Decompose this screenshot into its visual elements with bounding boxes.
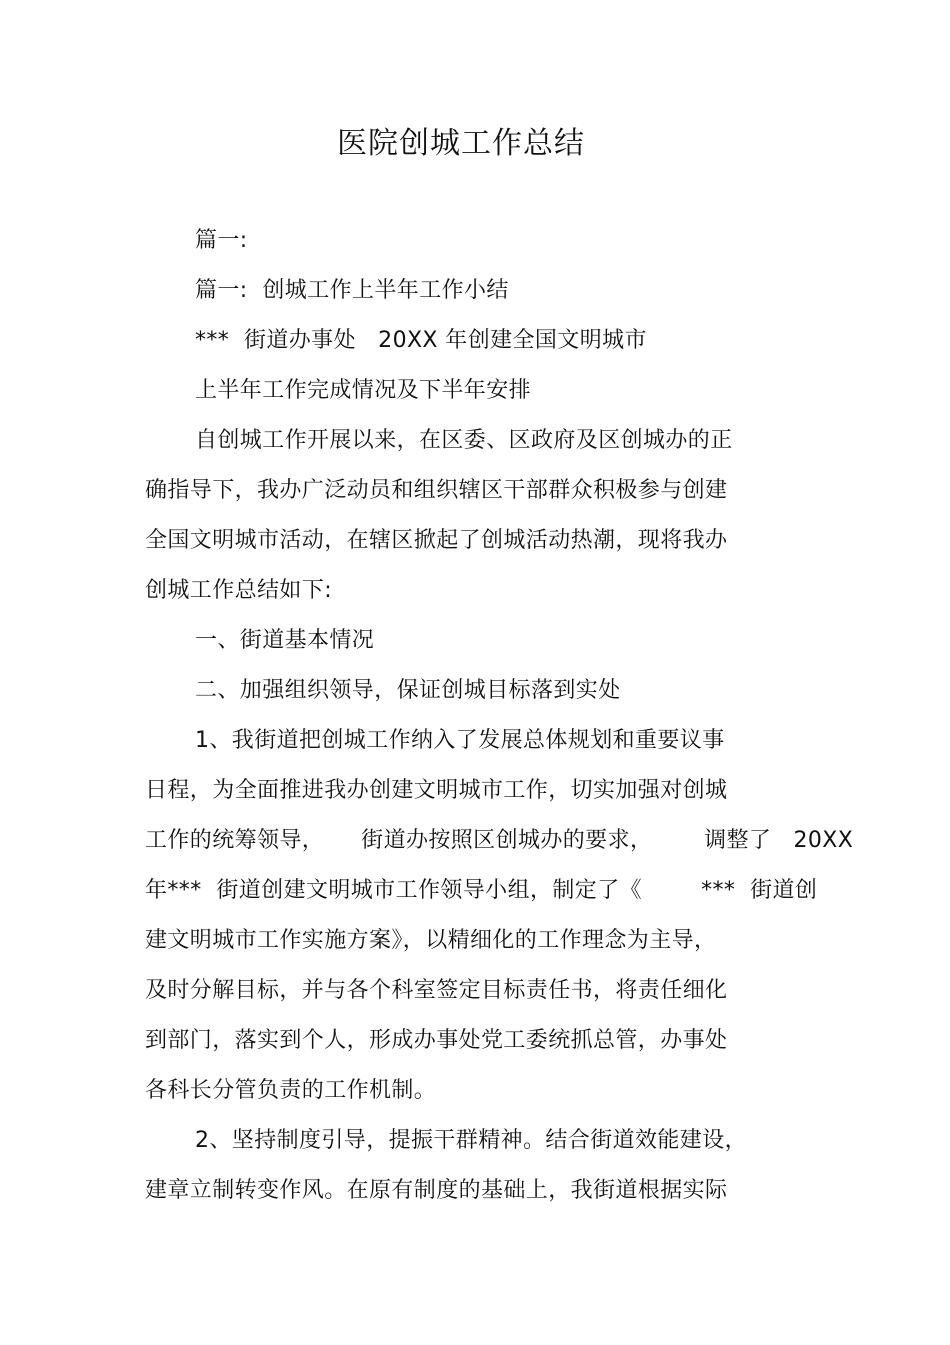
text-line: 2、坚持制度引导，提振干群精神。结合街道效能建设， [195, 1128, 747, 1153]
text-line: 自创城工作开展以来，在区委、区政府及区创城办的正 [195, 428, 733, 453]
text-line: 篇一: 创城工作上半年工作小结 [195, 278, 509, 303]
text-line: 篇一: [195, 228, 248, 253]
text-line: 一、街道基本情况 [195, 628, 375, 653]
text-line: 确指导下，我办广泛动员和组织辖区干部群众积极参与创建 [145, 478, 728, 503]
text-line: 各科长分管负责的工作机制。 [145, 1078, 437, 1103]
text-line: 上半年工作完成情况及下半年安排 [195, 378, 532, 403]
document-title: 医院创城工作总结 [337, 126, 585, 161]
text-line: 1、我街道把创城工作纳入了发展总体规划和重要议事 [195, 728, 725, 753]
text-line: 到部门，落实到个人，形成办事处党工委统抓总管，办事处 [145, 1028, 728, 1053]
text-line: 工作的统筹领导， 街道办按照区创城办的要求， 调整了 20XX [145, 828, 854, 853]
text-line: *** 街道办事处 20XX 年创建全国文明城市 [195, 328, 647, 353]
text-line: 年*** 街道创建文明城市工作领导小组，制定了《 *** 街道创 [145, 878, 818, 903]
text-line: 及时分解目标，并与各个科室签定目标责任书，将责任细化 [145, 978, 728, 1003]
text-line: 全国文明城市活动，在辖区掀起了创城活动热潮，现将我办 [145, 528, 728, 553]
text-line: 建文明城市工作实施方案》，以精细化的工作理念为主导， [145, 928, 717, 953]
text-line: 日程，为全面推进我办创建文明城市工作，切实加强对创城 [145, 778, 728, 803]
text-line: 创城工作总结如下: [145, 578, 333, 603]
text-line: 二、加强组织领导，保证创城目标落到实处 [195, 678, 621, 703]
text-line: 建章立制转变作风。在原有制度的基础上，我街道根据实际 [145, 1178, 728, 1203]
